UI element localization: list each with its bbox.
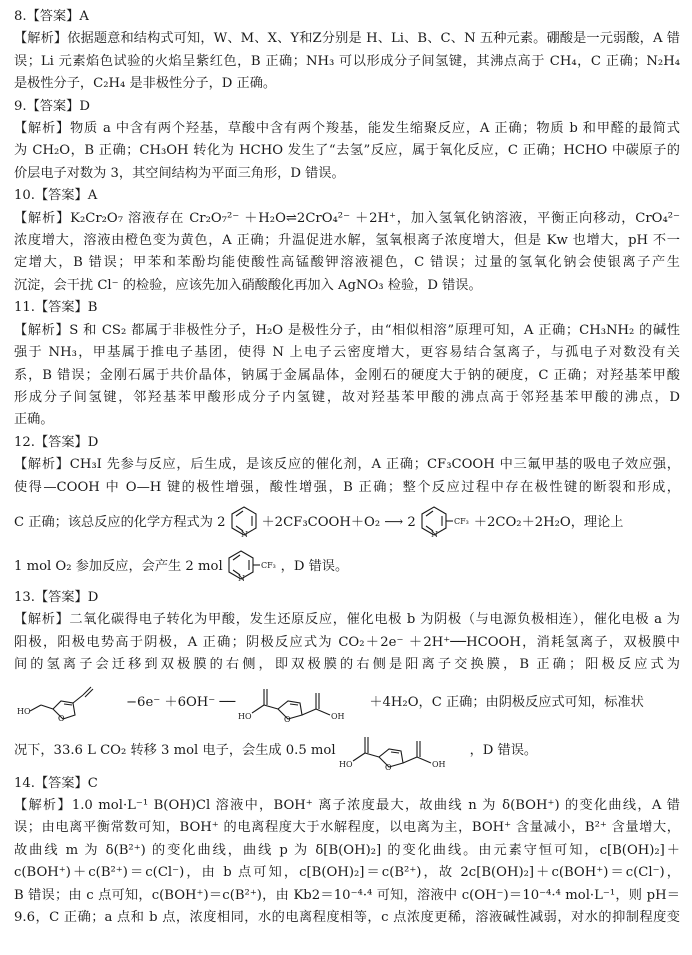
- fdca-structure: [339, 727, 467, 771]
- question-8: [14, 6, 680, 96]
- analysis-line: 【解析】K₂Cr₂O₇ 溶液存在 Cr₂O₇²⁻ ＋H₂O⇌2CrO₄²⁻ ＋2H⁺，加入氢氧化钠溶液，平衡正向移动，CrO₄²⁻: [14, 210, 680, 226]
- ring-o-label: O: [58, 713, 65, 721]
- analysis-line: 【解析】依据题意和结构式可知，W、M、X、Y和Z分别是 H、Li、B、C、N 五种元素。硼酸是一元弱酸，A 错: [14, 31, 680, 47]
- ho-label: HO: [338, 759, 353, 769]
- pyridine-n-label: N: [240, 529, 248, 538]
- conclusion-text: 1 mol O₂ 参加反应，会产生 2 mol: [14, 559, 223, 575]
- ring-o-label: O: [284, 714, 291, 723]
- cf3-label: CF₃: [453, 516, 469, 526]
- analysis-line: 沉淀，会干扰 Cl⁻ 的检验，应该先加入硝酸酸化再加入 AgNO₃ 检验，D 错误。: [14, 277, 482, 293]
- cf3-label: CF₃: [260, 560, 276, 570]
- answer-header: 12.【答案】D: [14, 434, 99, 450]
- analysis-line: 故曲线 m 为 δ(B²⁺) 的变化曲线，曲线 p 为 δ[B(OH)₂] 的变化曲线。由元素守恒可知，c[B(OH)₂]＋: [14, 842, 680, 858]
- trifluoromethylpyridine-structure: [419, 504, 471, 538]
- pyridine-n-label: N: [430, 529, 438, 538]
- oh-label: OH: [431, 759, 446, 769]
- conclusion-text: ，D 错误。: [280, 559, 349, 575]
- question-12: [14, 432, 680, 587]
- question-11: [14, 297, 680, 431]
- analysis-line: 使得—COOH 中 O—H 键的极性增强，酸性增强，B 正确；整个反应过程中存在极性键的断裂和形成，: [14, 479, 680, 495]
- analysis-line: 9.6，C 正确；a 点和 b 点，浓度相同，水的电离程度相等，c 点浓度更稀，溶液碱性减弱，对水的抑制程度变: [14, 910, 680, 925]
- conclusion-text: ，D 错误。: [469, 743, 538, 759]
- answer-page: [14, 6, 680, 929]
- analysis-line: 【解析】物质 a 中含有两个羟基，草酸中含有两个羧基，能发生缩聚反应，A 正确；物质 b 和甲醛的最简式: [14, 121, 680, 137]
- ring-o-label: O: [384, 762, 392, 771]
- analysis-line: 是极性分子，C₂H₄ 是非极性分子，D 正确。: [14, 76, 277, 92]
- question-9: [14, 96, 680, 186]
- equation-text: −6e⁻ ＋6OH⁻ ──: [126, 695, 236, 711]
- ho-label: HO: [238, 711, 252, 721]
- analysis-line: 误；由电离平衡常数可知，BOH⁺ 的电离程度大于水解程度，以电离为主，BOH⁺ 含量减小，B²⁺ 含量增大，: [14, 820, 680, 836]
- analysis-line: 【解析】CH₃I 先参与反应，后生成，是该反应的催化剂，A 正确；CF₃COOH 中三氟甲基的吸电子效应强，: [14, 457, 680, 473]
- answer-header: 11.【答案】B: [14, 300, 98, 316]
- answer-header: 14.【答案】C: [14, 775, 98, 791]
- analysis-line: 【解析】S 和 CS₂ 都属于非极性分子，H₂O 是极性分子，由“相似相溶”原理可知，A 正确；CH₃NH₂ 的碱性: [14, 322, 680, 338]
- anode-equation-line: [14, 677, 680, 725]
- trifluoromethylpyridine-structure: [226, 548, 278, 582]
- answer-header: 13.【答案】D: [14, 589, 99, 605]
- analysis-line: c(BOH⁺)＋c(B²⁺)＝c(Cl⁻)，由 b 点可知，c[B(OH)₂]＝c(B²⁺)，故 2c[B(OH)₂]＋c(BOH⁺)＝c(Cl⁻)，: [14, 865, 680, 881]
- answer-header: 10.【答案】A: [14, 188, 98, 204]
- equation-text: ＋2CO₂＋2H₂O，理论上: [473, 515, 624, 531]
- answer-header: 9.【答案】D: [14, 98, 90, 114]
- analysis-line: 为 CH₂O，B 正确；CH₃OH 转化为 HCHO 发生了“去氢”反应，属于氧化反应，C 正确；HCHO 中碳原子的: [14, 143, 680, 159]
- analysis-line: 【解析】1.0 mol·L⁻¹ B(OH)Cl 溶液中，BOH⁺ 离子浓度最大，故曲线 n 为 δ(BOH⁺) 的变化曲线，A 错: [14, 797, 680, 813]
- question-14: [14, 773, 680, 930]
- equation-text: ＋2CF₃COOH＋O₂ ⟶ 2: [261, 515, 416, 531]
- hmf-structure: [17, 681, 123, 721]
- fdca-structure: [238, 679, 366, 723]
- ho-label: HO: [17, 706, 31, 716]
- conclusion-text: 况下，33.6 L CO₂ 转移 3 mol 电子，会生成 0.5 mol: [14, 743, 336, 759]
- question-10: [14, 185, 680, 297]
- analysis-line: 强于 NH₃，甲基属于推电子基团，使得 N 上电子云密度增大，更容易结合氢离子，与孤电子对数没有关: [14, 345, 680, 361]
- oh-label: OH: [331, 711, 345, 721]
- reaction-equation-line: [14, 499, 680, 543]
- pyridine-structure: [229, 504, 259, 538]
- analysis-line: 浓度增大，溶液由橙色变为黄色，A 正确；升温促进水解，氢氧根离子浓度增大，但是 Kw 也增大，pH 不一: [14, 233, 680, 249]
- analysis-line: 间的氢离子会迁移到双极膜的右侧，即双极膜的右侧是阳离子交换膜，B 正确；阳极反应式为: [14, 657, 680, 673]
- analysis-line: 误；Li 元素焰色试验的火焰呈紫红色，B 正确；NH₃ 可以形成分子间氢键，其沸点高于 CH₄，C 正确；N₂H₄: [14, 53, 680, 69]
- equation-text: C 正确；该总反应的化学方程式为 2: [14, 515, 226, 531]
- analysis-line: 系，B 错误；金刚石属于共价晶体，钠属于金属晶体，金刚石的硬度大于钠的硬度，C 正确；对羟基苯甲酸: [14, 367, 680, 383]
- question-13: [14, 587, 680, 773]
- analysis-line: 价层电子对数为 3，其空间结构为平面三角形，D 错误。: [14, 165, 345, 181]
- analysis-line: 阳极，阳极电势高于阴极，A 正确；阴极反应式为 CO₂＋2e⁻ ＋2H⁺──HCOOH，消耗氢离子，双极膜中: [14, 634, 680, 650]
- equation-text: ＋4H₂O，C 正确；由阴极反应式可知，标准状: [369, 695, 644, 711]
- conclusion-line: [14, 725, 680, 773]
- analysis-line: 正确。: [14, 412, 54, 428]
- answer-header: 8.【答案】A: [14, 9, 89, 24]
- conclusion-line: [14, 543, 680, 587]
- analysis-line: 【解析】二氧化碳得电子转化为甲酸，发生还原反应，催化电极 b 为阴极（与电源负极相连），催化电极 a 为: [14, 612, 680, 628]
- analysis-line: 形成分子间氢键，邻羟基苯甲酸形成分子内氢键，故对羟基苯甲酸的沸点高于邻羟基苯甲酸的沸点，D: [14, 389, 680, 405]
- pyridine-n-label: N: [237, 573, 245, 582]
- analysis-line: B 错误；由 c 点可知，c(BOH⁺)＝c(B²⁺)，由 Kb2＝10⁻⁴·⁴ 可知，溶液中 c(OH⁻)＝10⁻⁴·⁴ mol·L⁻¹，则 pH＝: [14, 887, 680, 903]
- analysis-line: 定增大，B 错误；甲苯和苯酚均能使酸性高锰酸钾溶液褪色，C 错误；过量的氢氧化钠会使银离子产生: [14, 255, 680, 271]
